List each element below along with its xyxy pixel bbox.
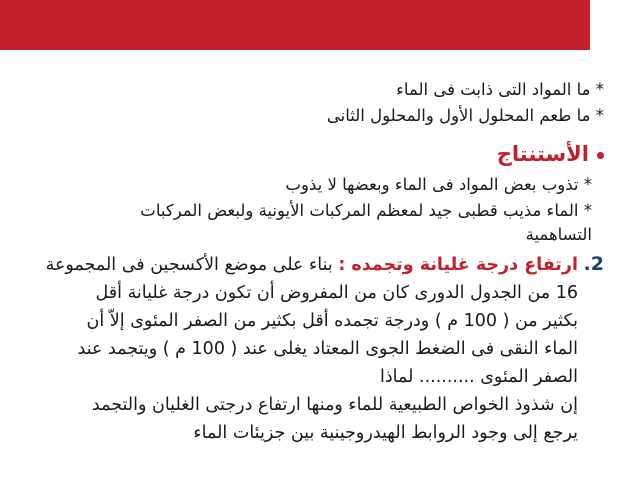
point2-line-7: يرجع إلى وجود الروابط الهيدروجينية بين جزيئات الماء	[193, 423, 578, 443]
point2-number: 2.	[583, 253, 604, 275]
conclusion-heading-text: الأستنتاج	[496, 142, 589, 166]
point2-line-4: الماء النقى فى الضغط الجوى المعتاد يغلى عند ( 100 م ) ويتجمد عند	[77, 339, 578, 359]
point2-line-3: بكثير من ( 100 م ) ودرجة تجمده أقل بكثير من الصفر المئوى إلاّ أن	[86, 311, 578, 331]
question-line-1: * ما المواد التى ذابت فى الماء	[396, 80, 604, 99]
point2-line-5: الصفر المئوى .......... لماذا	[380, 367, 578, 387]
point2-line-1-text: بناء على موضع الأكسجين فى المجموعة	[45, 255, 333, 275]
bullet-dot-icon	[597, 152, 604, 159]
conclusion-heading	[497, 143, 604, 165]
conclusion-line-3: التساهمية	[525, 225, 592, 244]
conclusion-line-1: * تذوب بعض المواد فى الماء وبعضها لا يذوب	[285, 175, 592, 194]
conclusion-line-2: * الماء مذيب قطبى جيد لمعظم المركبات الأيونية ولبعض المركبات	[140, 201, 592, 220]
point2-line-1	[46, 253, 604, 276]
title-bar	[0, 0, 590, 50]
point2-line-2: 16 من الجدول الدورى كان من المفروض أن تكون درجة غليانة أقل	[95, 283, 578, 303]
point2-title: ارتفاع درجة غليانة وتجمده :	[338, 255, 578, 275]
question-line-2: * ما طعم المحلول الأول والمحلول الثانى	[326, 106, 604, 125]
point2-line-6: إن شذوذ الخواص الطبيعية للماء ومنها ارتفاع درجتى الغليان والتجمد	[91, 395, 578, 415]
